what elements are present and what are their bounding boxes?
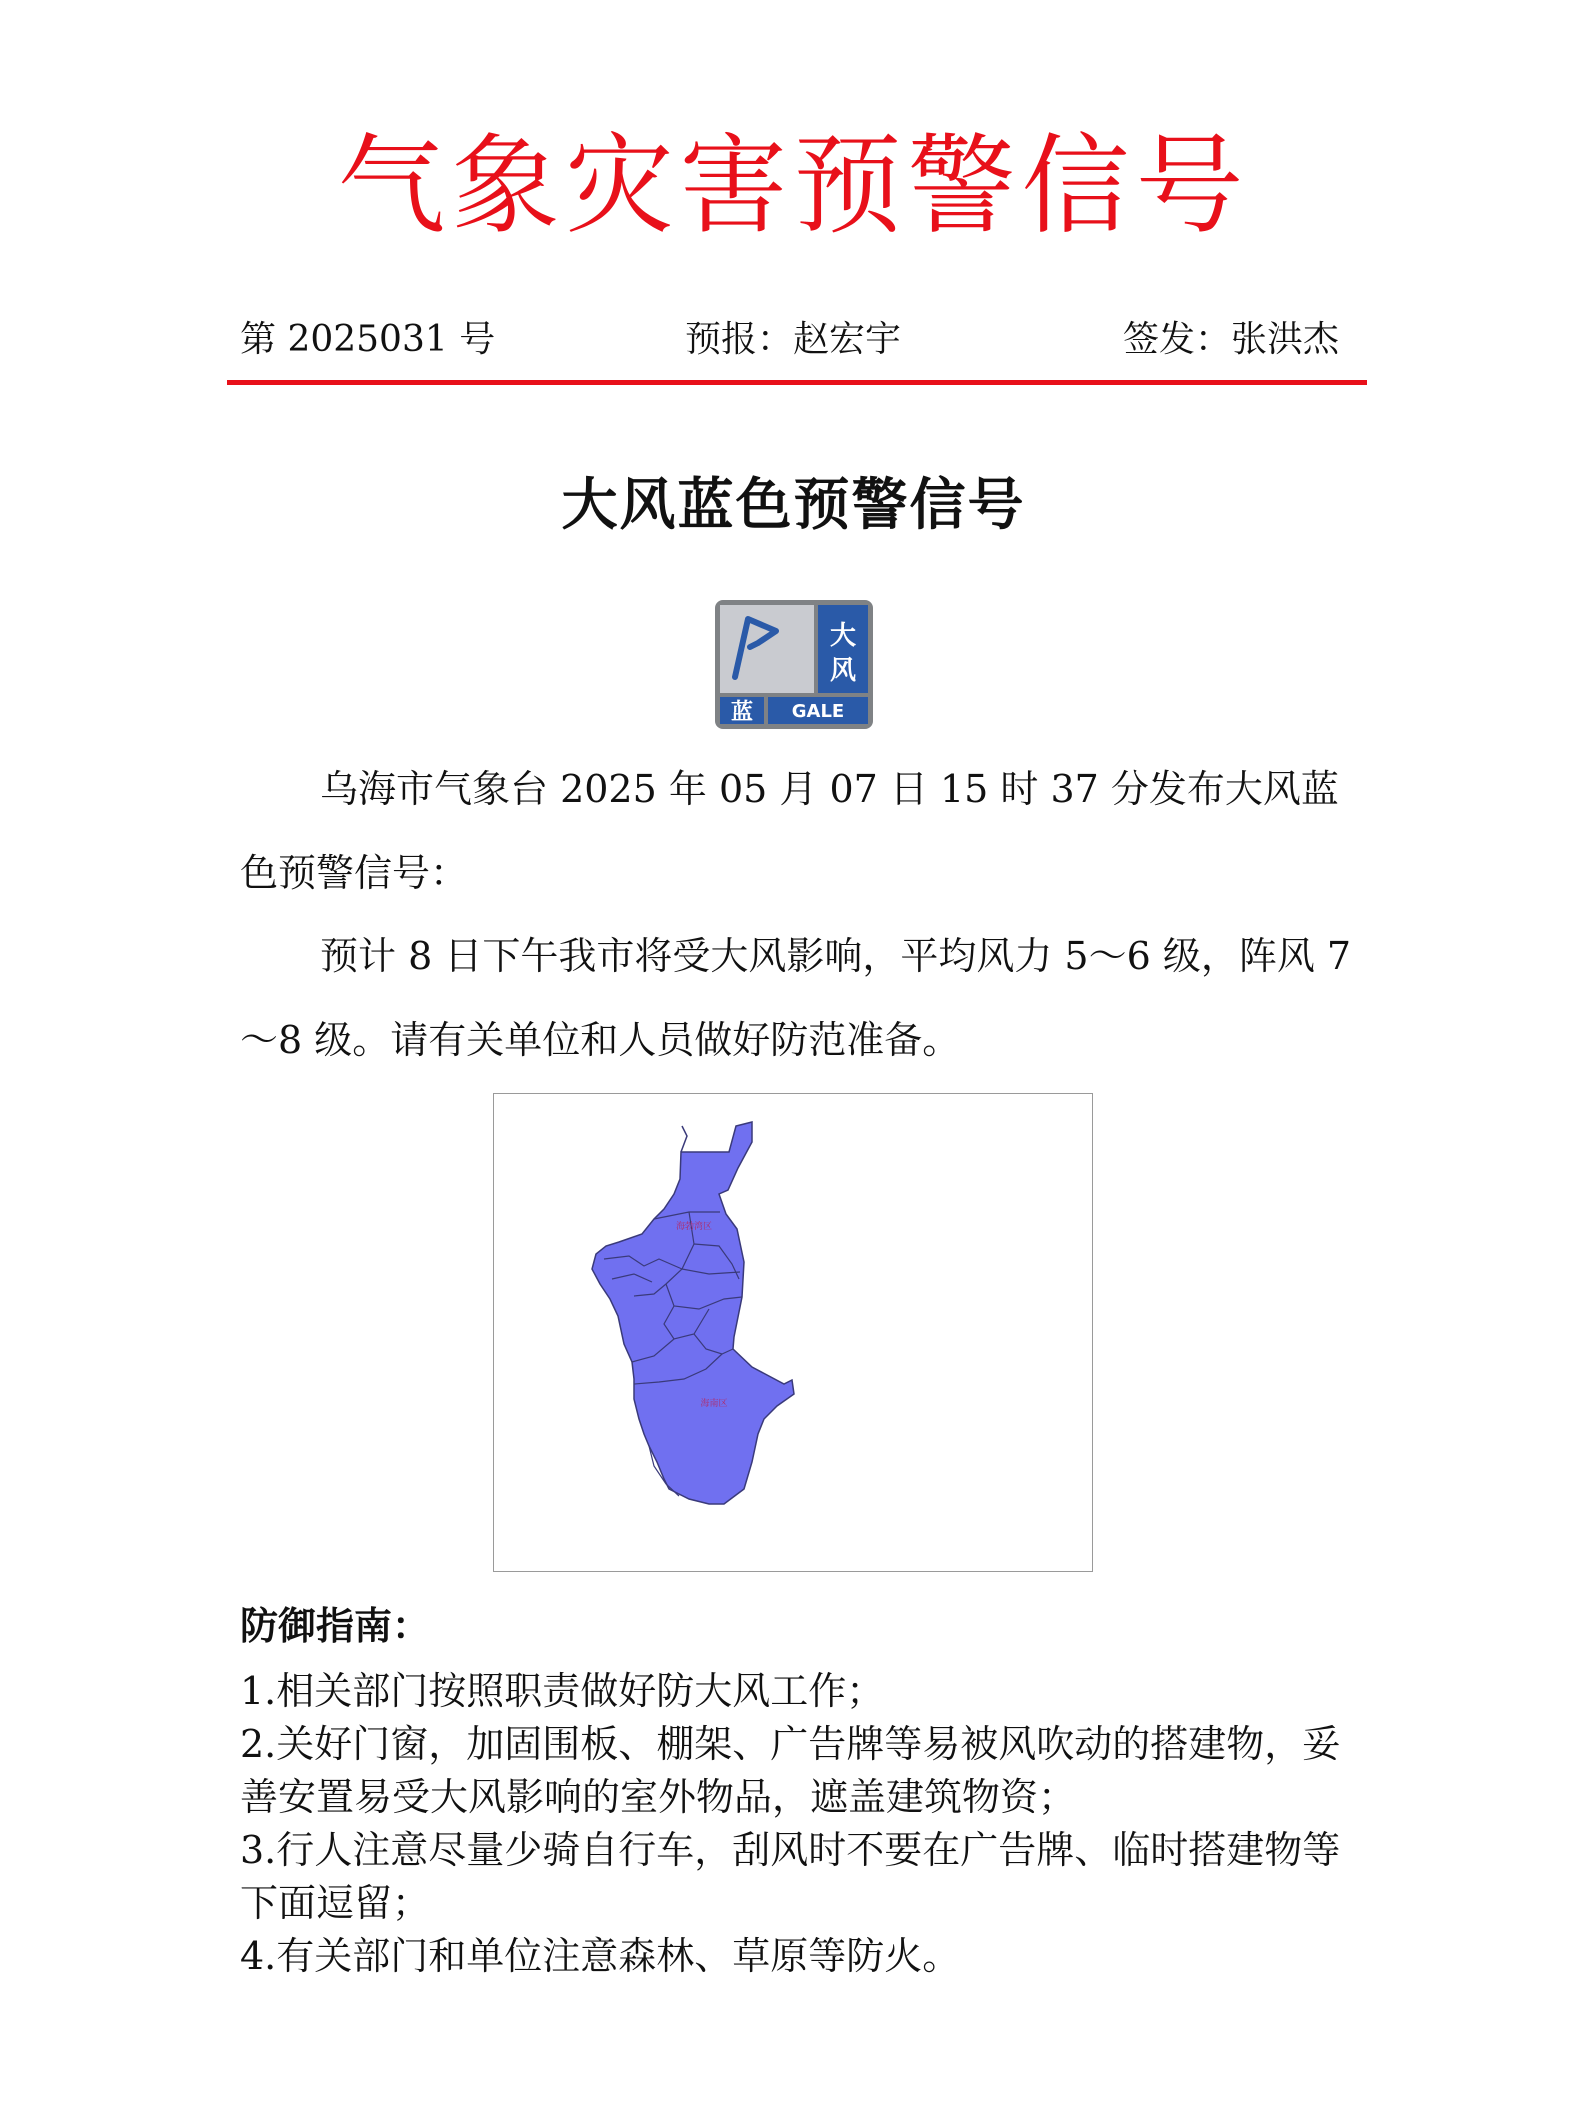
red-divider	[227, 380, 1367, 385]
warning-headline: 大风蓝色预警信号	[561, 472, 1026, 538]
document-title: 气象灾害预警信号	[337, 124, 1250, 249]
gale-blue-warning-icon	[714, 599, 874, 730]
guide-item: 1.相关部门按照职责做好防大风工作；	[240, 1669, 885, 1713]
forecast-paragraph: 预计 8 日下午我市将受大风影响，平均风力 5～6 级，阵风 7～8 级。请有关单位和人员做好防范准备。	[240, 934, 1352, 1062]
map-label-south: 海南区	[700, 1399, 728, 1409]
region-map	[494, 1094, 1094, 1573]
icon-char-bottom: 风	[829, 656, 857, 686]
document-number: 第 2025031 号	[240, 319, 496, 360]
issuer: 签发：张洪杰	[1123, 319, 1340, 360]
guide-item: 2.关好门窗，加固围板、棚架、广告牌等易被风吹动的搭建物，妥善安置易受大风影响的室外物品，遮盖建筑物资；	[240, 1722, 1341, 1819]
icon-label: GALE	[791, 701, 845, 722]
map-label-north: 海勃湾区	[675, 1222, 713, 1232]
wuhai-region	[592, 1122, 794, 1504]
north-outline	[681, 1126, 687, 1152]
forecaster: 预报：赵宏宇	[685, 319, 902, 360]
warning-map	[493, 1093, 1093, 1572]
guide-title: 防御指南：	[240, 1603, 431, 1648]
issue-paragraph: 乌海市气象台 2025 年 05 月 07 日 15 时 37 分发布大风蓝色预警信号：	[240, 767, 1339, 895]
icon-color-char: 蓝	[730, 700, 754, 725]
icon-char-top: 大	[829, 621, 857, 651]
guide-item: 3.行人注意尽量少骑自行车，刮风时不要在广告牌、临时搭建物等下面逗留；	[240, 1828, 1341, 1925]
guide-item: 4.有关部门和单位注意森林、草原等防火。	[240, 1934, 961, 1978]
